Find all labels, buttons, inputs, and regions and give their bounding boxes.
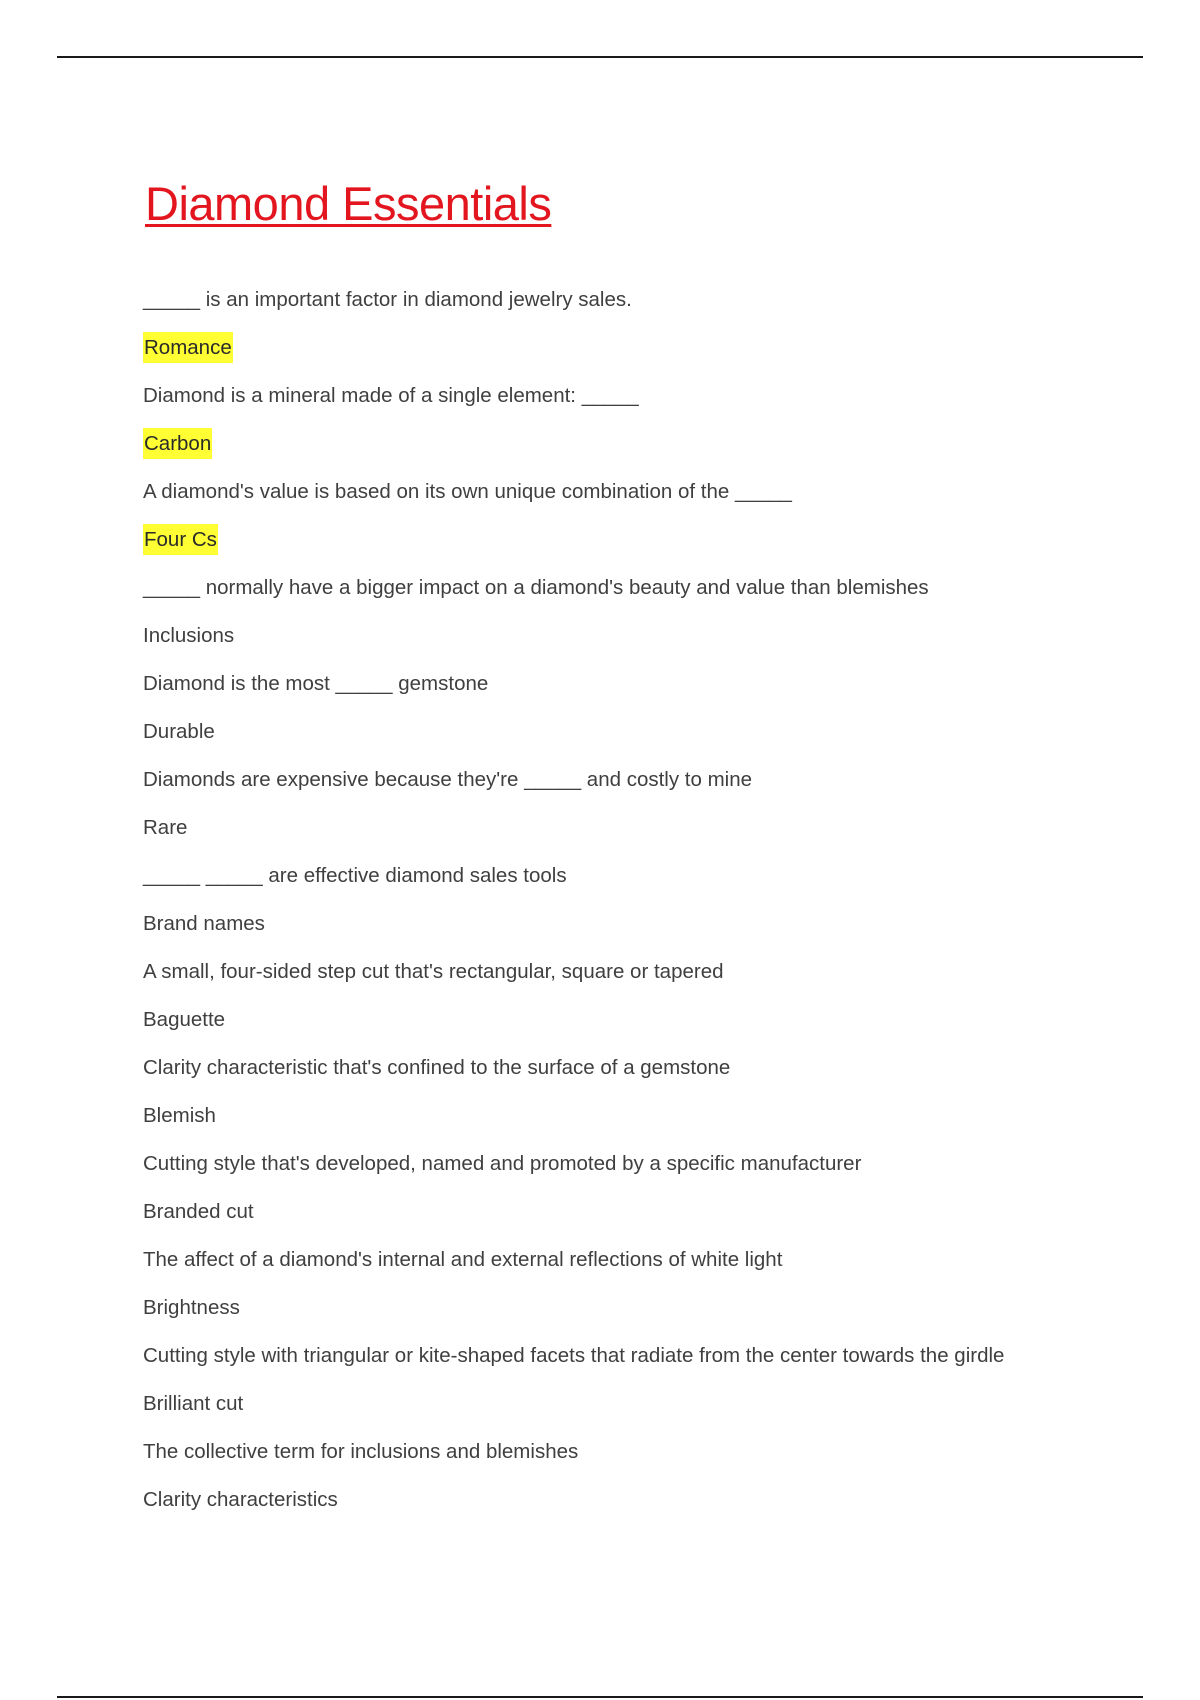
highlighted-answer: Four Cs	[143, 524, 218, 555]
question-3: A diamond's value is based on its own unique combination of the _____	[143, 480, 792, 503]
answer-7: Brand names	[143, 912, 265, 935]
document-title: Diamond Essentials	[145, 177, 552, 230]
top-rule	[57, 56, 1143, 58]
question-8: A small, four-sided step cut that's rectangular, square or tapered	[143, 960, 724, 983]
question-9: Clarity characteristic that's confined to the surface of a gemstone	[143, 1056, 731, 1079]
answer-11: Brightness	[143, 1296, 240, 1319]
question-2: Diamond is a mineral made of a single element: _____	[143, 384, 639, 407]
answer-1	[143, 336, 1063, 360]
question-11: The affect of a diamond's internal and external reflections of white light	[143, 1248, 783, 1271]
answer-3	[143, 528, 1063, 552]
question-6: Diamonds are expensive because they're _____ and costly to mine	[143, 768, 753, 791]
answer-9: Blemish	[143, 1104, 216, 1127]
answer-6: Rare	[143, 816, 188, 839]
highlighted-answer: Romance	[143, 332, 233, 363]
highlighted-answer: Carbon	[143, 428, 212, 459]
answer-10: Branded cut	[143, 1200, 254, 1223]
question-5: Diamond is the most _____ gemstone	[143, 672, 489, 695]
qa-list	[143, 288, 1063, 1536]
answer-12: Brilliant cut	[143, 1392, 244, 1415]
question-7: _____ _____ are effective diamond sales tools	[143, 864, 567, 887]
question-1: _____ is an important factor in diamond jewelry sales.	[143, 288, 632, 311]
question-13: The collective term for inclusions and blemishes	[143, 1440, 579, 1463]
answer-8: Baguette	[143, 1008, 226, 1031]
question-12: Cutting style with triangular or kite-shaped facets that radiate from the center towards the girdle	[143, 1344, 1005, 1367]
bottom-rule	[57, 1696, 1143, 1698]
answer-4: Inclusions	[143, 624, 235, 647]
answer-2	[143, 432, 1063, 456]
answer-13: Clarity characteristics	[143, 1488, 338, 1511]
answer-5: Durable	[143, 720, 215, 743]
question-10: Cutting style that's developed, named and promoted by a specific manufacturer	[143, 1152, 862, 1175]
question-4: _____ normally have a bigger impact on a diamond's beauty and value than blemishes	[143, 576, 929, 599]
